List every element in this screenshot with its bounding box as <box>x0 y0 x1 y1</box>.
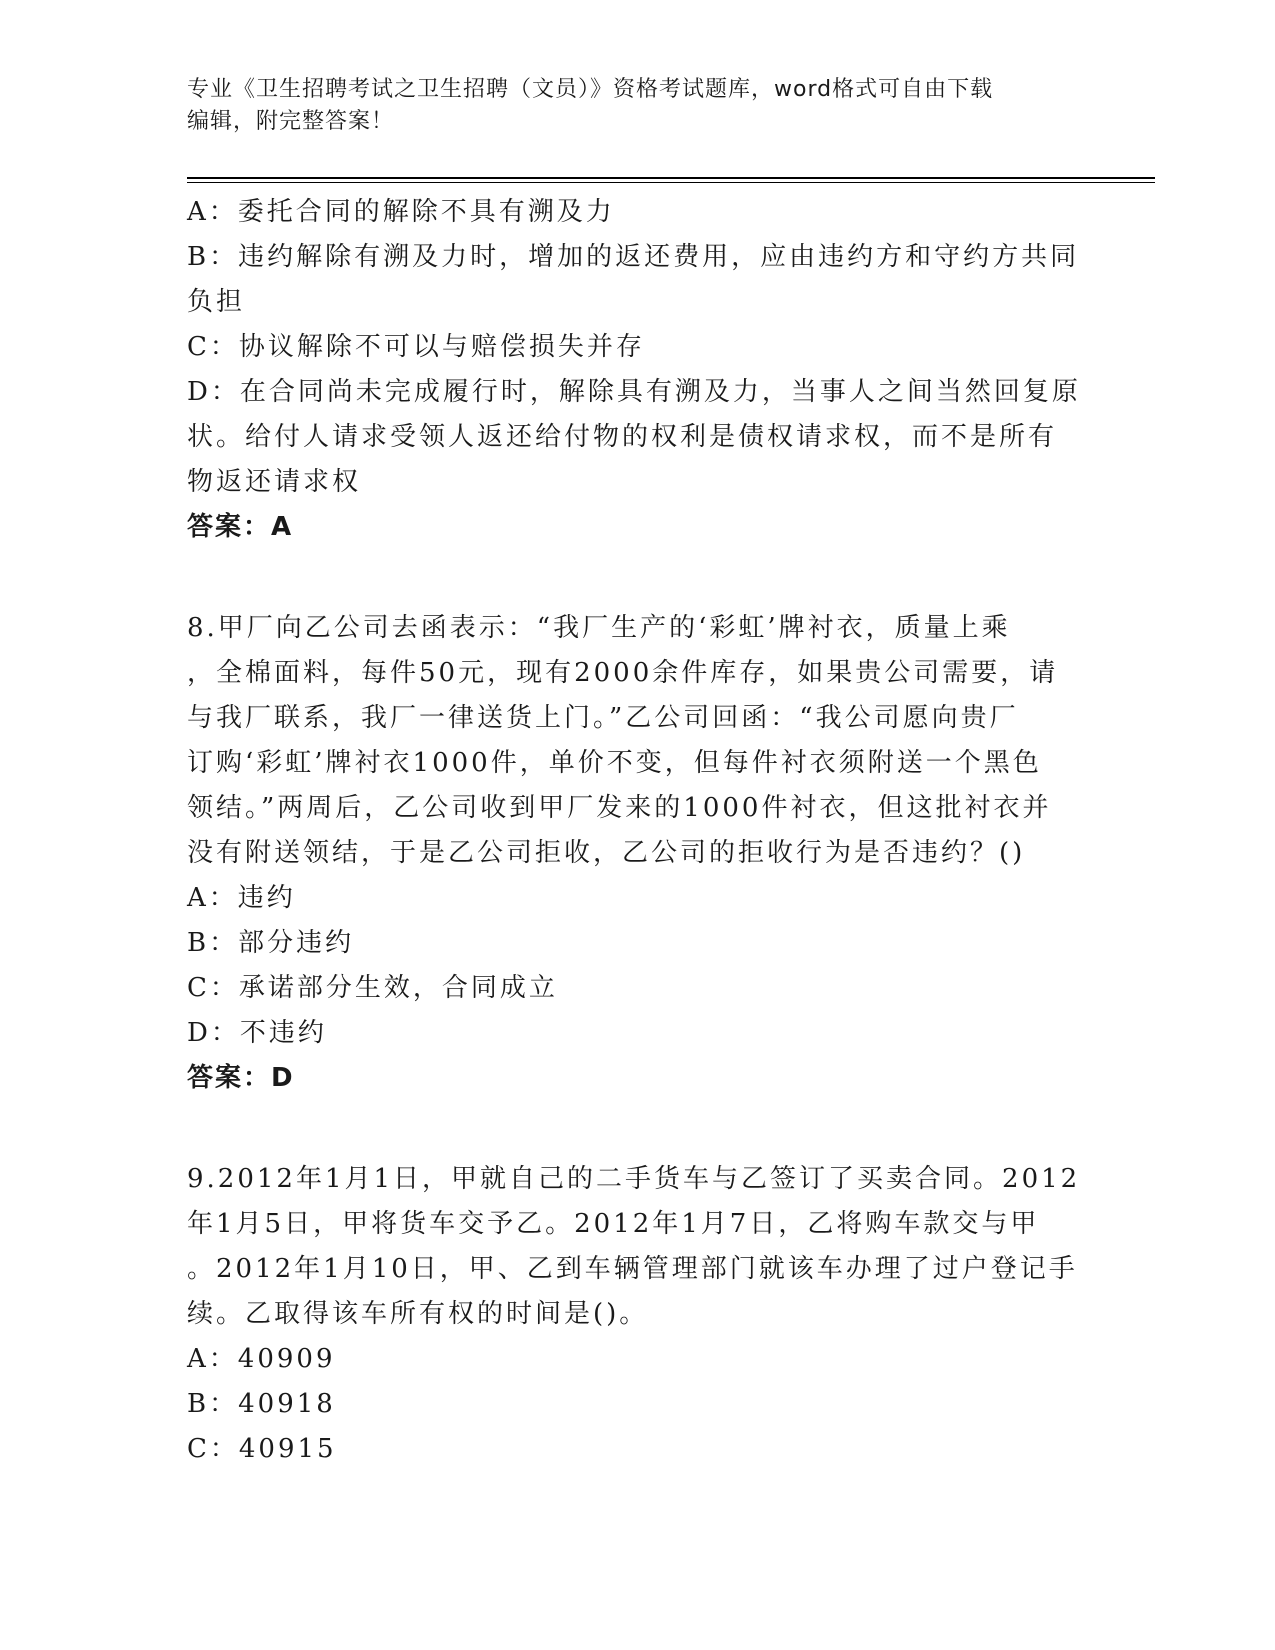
option-line: A：委托合同的解除不具有溯及力 <box>187 197 615 227</box>
stem-line: 与我厂联系，我厂一律送货上门。”乙公司回函：“我公司愿向贵厂 <box>187 703 1019 733</box>
option-line: 负担 <box>187 287 246 317</box>
answer-label: 答案：D <box>187 1063 295 1093</box>
question-stem <box>187 606 1087 876</box>
option-a: A：违约 <box>187 883 296 913</box>
option-d <box>187 370 1087 505</box>
stem-line: 9.2012年1月1日，甲就自己的二手货车与乙签订了买卖合同。2012 <box>187 1164 1081 1194</box>
stem-line: 8.甲厂向乙公司去函表示：“我厂生产的‘彩虹’牌衬衣，质量上乘 <box>187 613 1011 643</box>
option-a: A：40909 <box>187 1344 336 1374</box>
stem-line: 没有附送领结，于是乙公司拒收，乙公司的拒收行为是否违约？() <box>187 838 1026 868</box>
stem-line: 订购‘彩虹’牌衬衣1000件，单价不变，但每件衬衣须附送一个黑色 <box>187 748 1042 778</box>
option-b: B：40918 <box>187 1389 336 1419</box>
stem-line: 年1月5日，甲将货车交予乙。2012年1月7日，乙将购车款交与甲 <box>187 1209 1040 1239</box>
stem-line: ，全棉面料，每件50元，现有2000余件库存，如果贵公司需要，请 <box>187 658 1059 688</box>
option-b <box>187 235 1087 325</box>
option-c: C：40915 <box>187 1434 337 1464</box>
question-8 <box>187 606 1087 1101</box>
question-9 <box>187 1157 1087 1472</box>
question-content <box>187 190 1087 1472</box>
question-7 <box>187 190 1087 550</box>
option-line: 物返还请求权 <box>187 467 362 497</box>
question-stem <box>187 1157 1087 1337</box>
option-d: D：不违约 <box>187 1018 327 1048</box>
stem-line: 。2012年1月10日，甲、乙到车辆管理部门就该车办理了过户登记手 <box>187 1254 1078 1284</box>
option-line: 状。给付人请求受领人返还给付物的权利是债权请求权，而不是所有 <box>187 422 1058 452</box>
option-c: C：承诺部分生效，合同成立 <box>187 973 558 1003</box>
stem-line: 续。乙取得该车所有权的时间是()。 <box>187 1299 649 1329</box>
stem-line: 领结。”两周后，乙公司收到甲厂发来的1000件衬衣，但这批衬衣并 <box>187 793 1052 823</box>
header-divider-thin <box>187 182 1155 183</box>
answer-label: 答案：A <box>187 512 294 542</box>
option-a <box>187 190 1087 235</box>
header-divider <box>187 177 1155 179</box>
option-c <box>187 325 1087 370</box>
document-header <box>187 74 1067 138</box>
option-line: C：协议解除不可以与赔偿损失并存 <box>187 332 645 362</box>
option-line: B：违约解除有溯及力时，增加的返还费用，应由违约方和守约方共同 <box>187 242 1080 272</box>
option-b: B：部分违约 <box>187 928 355 958</box>
header-line: 编辑，附完整答案！ <box>187 109 395 134</box>
option-line: D：在合同尚未完成履行时，解除具有溯及力，当事人之间当然回复原 <box>187 377 1081 407</box>
header-line: 专业《卫生招聘考试之卫生招聘（文员）》资格考试题库，word格式可自由下载 <box>187 77 994 102</box>
